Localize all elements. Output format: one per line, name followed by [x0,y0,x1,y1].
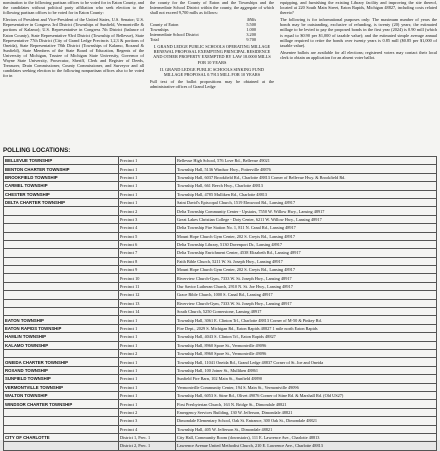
precinct-cell: Precinct 1 [119,157,176,165]
municipality-cell: SUNFIELD TOWNSHIP [4,375,119,383]
precinct-cell: Precinct 1 [119,333,176,341]
precinct-cell: Precinct 3 [119,215,176,223]
municipality-cell: ONEIDA CHARTER TOWNSHIP [4,358,119,366]
precinct-cell: Precinct 13 [119,299,176,307]
polling-row [4,182,437,190]
location-cell: Vermontville Community Center, 194 S. Main St., Vermontville 49096 [176,383,437,391]
precinct-cell: Precinct 4 [119,425,176,433]
municipality-cell: WINDSOR CHARTER TOWNSHIP [4,400,119,408]
polling-row [4,165,437,173]
location-cell: Grace Bible Church, 1000 S. Canal Rd., Lansing 48917 [176,291,437,299]
millage-header-mills: Mills [247,17,256,23]
polling-row [4,391,437,399]
polling-row [4,400,437,408]
location-cell: Township Hall, 5136 Windsor Hwy., Potterville 48876 [176,165,437,173]
location-cell: Fire Dept., 2029 S. Michigan Rd., Eaton Rapids 48827 1 mile north Eaton Rapids [176,324,437,332]
municipality-cell [4,224,119,232]
polling-row [4,316,437,324]
municipality-cell: ROXAND TOWNSHIP [4,366,119,374]
notice-paragraph: The following is for informational purposes only: The maximum number of years the bonds may be outstanding, exclusive of refunding, is twenty (20) years; the estimated millage to be levied to pay the proposed bonds in the first year (2024) is 0.90 mill (which is equal to $0.90 per $1,000 of taxable value); and the estimated simple average annual millage required to retire the bonds over twenty years is 0.85 mill ($0.85 per $1,000 of taxable value). [280,17,437,48]
municipality-cell [4,207,119,215]
location-cell: Saint David's Episcopal Church, 1519 Elmwood Rd., Lansing 48917 [176,198,437,206]
municipality-cell [4,215,119,223]
location-cell: Delta Township Enrichment Center, 4538 Elizabeth Rd., Lansing 48917 [176,249,437,257]
municipality-cell [4,257,119,265]
municipality-cell: BELLEVUE TOWNSHIP [4,157,119,165]
precinct-cell: Precinct 10 [119,274,176,282]
polling-row [4,333,437,341]
polling-row [4,366,437,374]
notice-paragraph: the county for the County of Eaton and the Townships and the Intermediate School District within the county, the aggregate of which shall not exceed 9,700 mills as follows: [150,0,274,16]
municipality-cell [4,299,119,307]
polling-row [4,257,437,265]
polling-row [4,299,437,307]
location-cell: South Church, 5250 Cornerstone, Lansing 48917 [176,308,437,316]
polling-row [4,266,437,274]
precinct-cell: Precinct 2 [119,349,176,357]
location-cell: Township Hall, 4785 Mulliken Rd., Charlotte 48813 [176,190,437,198]
polling-locations-heading: POLLING LOCATIONS: [3,147,71,154]
municipality-cell [4,266,119,274]
precinct-cell: Precinct 1 [119,198,176,206]
polling-row [4,308,437,316]
polling-row [4,433,437,441]
polling-row [4,198,437,206]
notice-paragraph: nomination to the following partisan offices to be voted for in Eaton County, and the candidates without political party affiliation who seek election to the following partisan offices to be voted for in Eaton County: [3,0,144,16]
precinct-cell: Precinct 1 [119,341,176,349]
polling-row [4,324,437,332]
municipality-cell [4,349,119,357]
location-cell: Delta Township Library, 5130 Davenport Dr., Lansing 48917 [176,240,437,248]
precinct-cell: District 1, Prec. 1 [119,433,176,441]
millage-unit: Townships [150,27,169,33]
polling-row [4,157,437,165]
precinct-cell: Precinct 1 [119,173,176,181]
precinct-cell: Precinct 1 [119,375,176,383]
location-cell: Delta Township Fire Station No. 1, 811 N. Canal Rd., Lansing 48917 [176,224,437,232]
precinct-cell: Precinct 1 [119,324,176,332]
location-cell: Township Hall, 6037 Brookfield Rd., Charlotte 48813 Corner of Bellevue Hwy. & Brookfield Rd. [176,173,437,181]
proposal-1-title: I. GRAND LEDGE PUBLIC SCHOOLS OPERATING MILLAGE RENEWAL PROPOSAL EXEMPTING PRINCIPAL RESIDENCE AND OTHER PROPERTY EXEMPTED BY LAW 18.0000 MILLS FOR 10 YEARS [153,44,271,65]
location-cell: Township Hall, 11041 Oneida Rd., Grand Ledge 48837 Corner of St. Joe and Oneida [176,358,437,366]
millage-unit: County of Eaton [150,22,179,28]
municipality-cell: CITY OF CHARLOTTE [4,433,119,441]
precinct-cell: Precinct 2 [119,408,176,416]
polling-row [4,190,437,198]
location-cell: Emergency Services Building, 130 W. Jefferson, Dimondale 48821 [176,408,437,416]
municipality-cell: EATON RAPIDS TOWNSHIP [4,324,119,332]
precinct-cell: Precinct 5 [119,232,176,240]
precinct-cell: Precinct 8 [119,257,176,265]
precinct-cell: Precinct 1 [119,366,176,374]
precinct-cell: Precinct 2 [119,207,176,215]
precinct-cell: Precinct 1 [119,190,176,198]
notice-paragraph: Absentee ballots are available for all elections; registered voters may contact their local clerk to obtain an application for an absent voter ballot. [280,49,437,60]
municipality-cell [4,282,119,290]
polling-row [4,224,437,232]
municipality-cell: CARMEL TOWNSHIP [4,182,119,190]
precinct-cell: Precinct 1 [119,165,176,173]
proposal-text-note: Full text of the ballot propositions may be obtained at the administrative offices of Grand Ledge [150,78,274,89]
location-cell: Township Hall, 661 Beech Hwy., Charlotte 48813 [176,182,437,190]
location-cell: Township Hall, 6053 S. Stine Rd., Olivet 49076 Corner of Stine Rd. & Marshall Rd. (Old US27) [176,391,437,399]
polling-row [4,291,437,299]
municipality-cell [4,425,119,433]
location-cell: Sunfield Fire Barn, 102 Main St., Sunfield 48890 [176,375,437,383]
polling-row [4,358,437,366]
location-cell: Township Hall, 3061 E. Clinton Trl., Charlotte 48813 Corner of M-50 & Pinkey Rd. [176,316,437,324]
municipality-cell [4,249,119,257]
municipality-cell: BROOKFIELD TOWNSHIP [4,173,119,181]
polling-row [4,425,437,433]
municipality-cell [4,274,119,282]
millage-value: 1.000 [246,27,256,33]
municipality-cell [4,408,119,416]
municipality-cell [4,442,119,450]
notice-paragraph: Electors of President and Vice-President of the United States, U.S. Senator; U.S. Representative in Congress 3rd District (Townships of Sunfield, Vermontville & portions of Kalamo); U.S. Representative in Congress 7th District (balance of Eaton County), State Representative 93rd District (Township of Bellevue), State Representative 77th District (City of Grand Ledge Precincts 1,2,3 & portions of Oneida), State Representative 78th District (Townships of Kalamo, Roxand & Sunfield), State Members of the State Board of Education, Regents of the University of Michigan, Trustee of Michigan State University, Governor of Wayne State University, Prosecutor, Sheriff, Clerk and Register of Deeds, Treasurer, Drain Commissioner, County Commissioner, and Surveyor and all candidates seeking election to the following nonpartisan offices also to be voted for in [3,17,144,79]
municipality-cell: KALAMO TOWNSHIP [4,341,119,349]
precinct-cell: Precinct 7 [119,249,176,257]
precinct-cell: Precinct 1 [119,358,176,366]
location-cell: Township Hall, 100 Joiner St., Mulliken 48861 [176,366,437,374]
precinct-cell: Precinct 3 [119,417,176,425]
polling-row [4,349,437,357]
polling-locations-table [3,156,437,451]
location-cell: City Hall, Community Room (downstairs), 111 E. Lawrence Ave., Charlotte 48813 [176,433,437,441]
precinct-cell: Precinct 4 [119,224,176,232]
millage-value: 3.200 [246,32,256,38]
municipality-cell [4,232,119,240]
election-notice [3,0,437,146]
polling-row [4,240,437,248]
location-cell: Our Savior Lutheran Church, 2910 N. St. Joe Hwy., Lansing 48917 [176,282,437,290]
municipality-cell: BENTON CHARTER TOWNSHIP [4,165,119,173]
millage-value: 9.700 [246,37,256,43]
precinct-cell: Precinct 11 [119,282,176,290]
precinct-cell: Precinct 1 [119,400,176,408]
location-cell: Township Hall, 8960 Spore St., Vermontville 49096 [176,341,437,349]
polling-row [4,249,437,257]
polling-row [4,232,437,240]
polling-row [4,417,437,425]
location-cell: Township Hall, 405 W. Jefferson St., Dimondale 48821 [176,425,437,433]
location-cell: Bellevue High School, 576 Love Rd., Bellevue 49021 [176,157,437,165]
polling-row [4,173,437,181]
millage-unit: Intermediate School District [150,32,199,38]
location-cell: Mount Hope Church Gym Center, 202 S. Creyts Rd., Lansing 48917 [176,232,437,240]
location-cell: Riverview Church-Gym, 7333 W. St. Joseph Hwy., Lansing 48917 [176,274,437,282]
precinct-cell: Precinct 12 [119,291,176,299]
location-cell: Township Hall, 8960 Spore St., Vermontville 49096 [176,349,437,357]
notice-column-1 [3,0,144,80]
municipality-cell: DELTA CHARTER TOWNSHIP [4,198,119,206]
location-cell: Lawrence Avenue United Methodist Church, 210 E. Lawrence Ave., Charlotte 48813 [176,442,437,450]
notice-paragraph: equipping, and furnishing the existing Library facility and improving the site thereof, located at 220 South Main Street, Eaton Rapids, Michigan 48827, including costs related thereto? [280,0,437,16]
precinct-cell: Precinct 1 [119,182,176,190]
millage-table [150,17,274,42]
notice-column-2 [150,0,274,91]
precinct-cell: Precinct 9 [119,266,176,274]
municipality-cell [4,240,119,248]
polling-row [4,375,437,383]
location-cell: Dimondale Elementary School, Oak St. Entrance, 300 Oak St., Dimondale 48821 [176,417,437,425]
polling-row [4,207,437,215]
municipality-cell: CHESTER TOWNSHIP [4,190,119,198]
precinct-cell: Precinct 1 [119,316,176,324]
precinct-cell: Precinct 1 [119,383,176,391]
municipality-cell [4,417,119,425]
location-cell: Riverview Church-Gym, 7333 W. St. Joseph Hwy., Lansing 48917 [176,299,437,307]
precinct-cell: Precinct 6 [119,240,176,248]
location-cell: Township Hall, 4043 S. Clinton Trl., Eaton Rapids 48827 [176,333,437,341]
polling-row [4,383,437,391]
municipality-cell: VERMONTVILLE TOWNSHIP [4,383,119,391]
polling-row [4,408,437,416]
municipality-cell: HAMLIN TOWNSHIP [4,333,119,341]
location-cell: Delta Township Community Center - Upstairs, 7550 W. Willow Hwy., Lansing 48917 [176,207,437,215]
location-cell: Faith Bible Church, 5211 W. St. Joseph Hwy., Lansing 48917 [176,257,437,265]
municipality-cell: WALTON TOWNSHIP [4,391,119,399]
polling-row [4,274,437,282]
proposal-2-title: II. GRAND LEDGE PUBLIC SCHOOLS SINKING FUND MILLAGE PROPOSAL 0.7913 MILL FOR 10 YEARS [160,66,264,77]
municipality-cell [4,308,119,316]
polling-row [4,215,437,223]
millage-unit: Total [150,37,159,43]
location-cell: First Presbyterian Church, 163 N. Bridge St., Dimondale 48821 [176,400,437,408]
municipality-cell [4,291,119,299]
notice-column-3 [280,0,437,62]
polling-row [4,442,437,450]
polling-row [4,341,437,349]
precinct-cell: Precinct 14 [119,308,176,316]
municipality-cell: EATON TOWNSHIP [4,316,119,324]
precinct-cell: District 2, Prec. 1 [119,442,176,450]
location-cell: Mount Hope Church Gym Center, 202 S. Creyts Rd., Lansing 48917 [176,266,437,274]
polling-row [4,282,437,290]
precinct-cell: Precinct 1 [119,391,176,399]
millage-value: 5.500 [246,22,256,28]
location-cell: Great Lakes Christian College - Doty Center, 6211 W. Willow Hwy., Lansing 48917 [176,215,437,223]
